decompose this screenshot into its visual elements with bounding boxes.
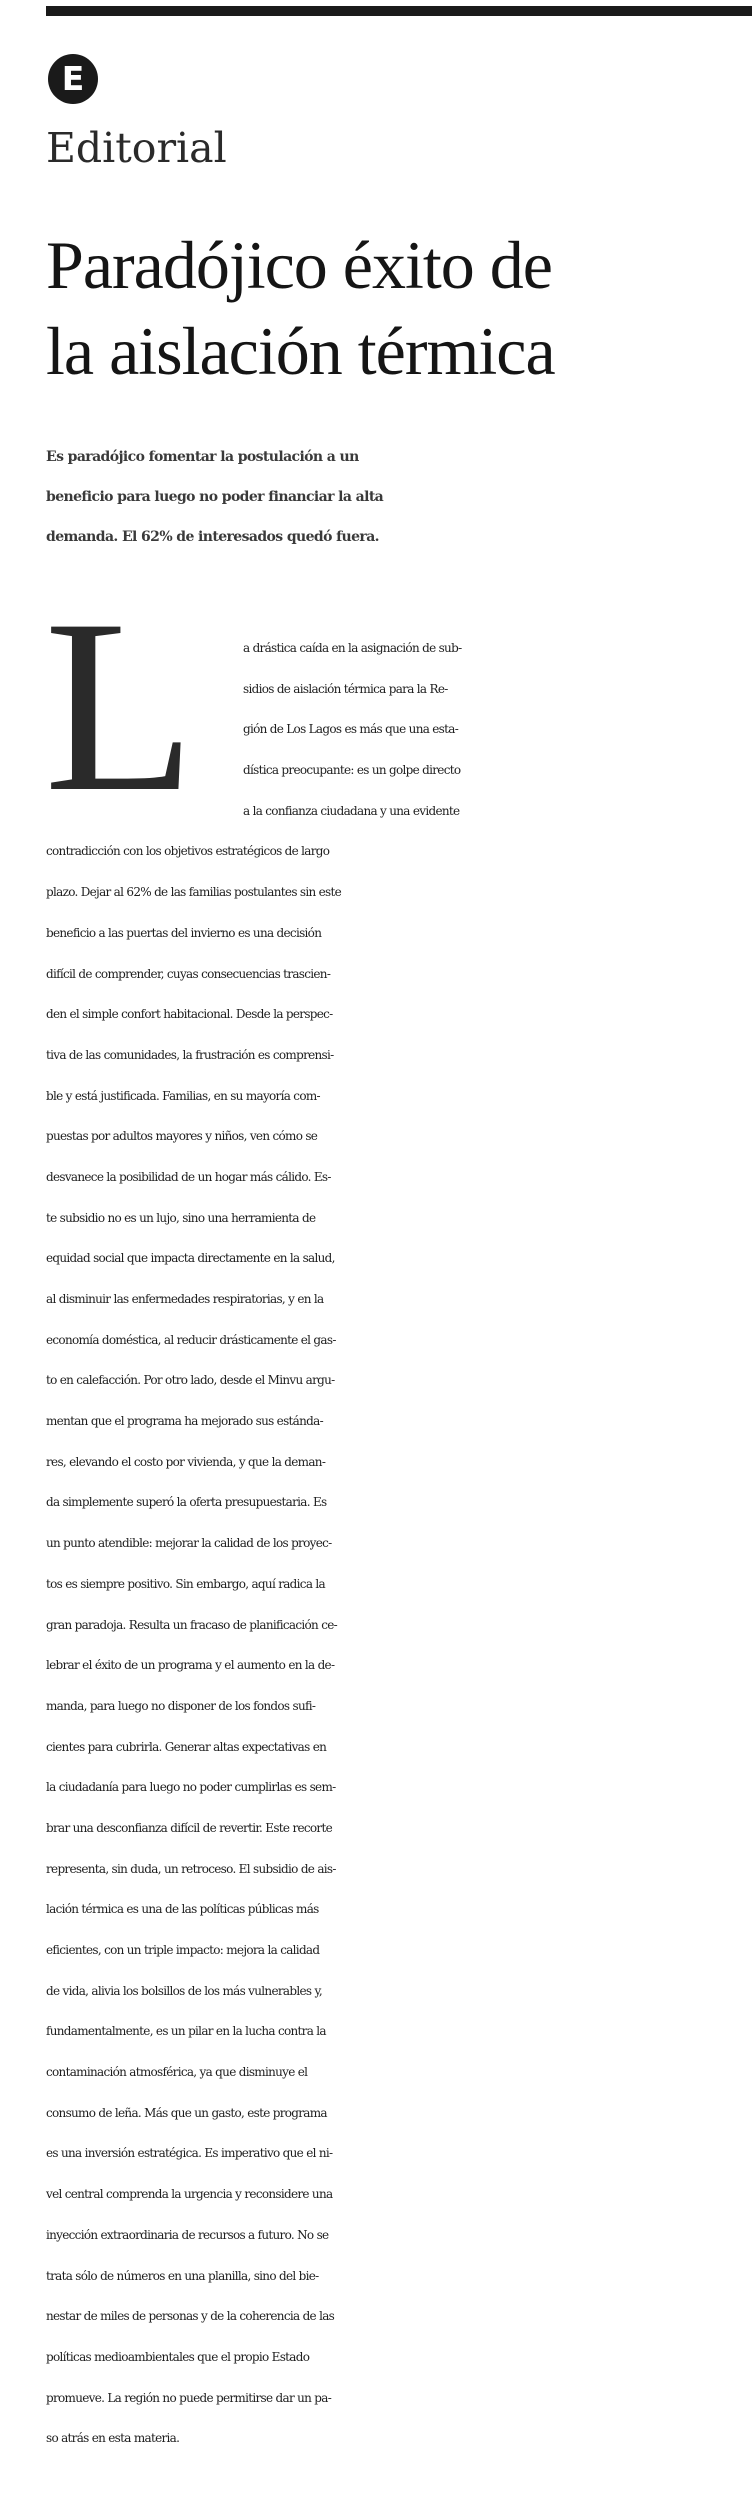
body-line: to en calefacción. Por otro lado, desde el Minvu argu- [46, 1373, 335, 1388]
body-line: difícil de comprender, cuyas consecuencias trascien- [46, 966, 331, 981]
body-line: den el simple confort habitacional. Desde la perspec- [46, 1007, 333, 1022]
lead-line: Es paradójico fomentar la postulación a un [46, 449, 359, 465]
body-line: brar una desconfianza difícil de revertir. Este recorte [46, 1820, 332, 1835]
body-line: la ciudadanía para luego no poder cumplirlas es sem- [46, 1780, 336, 1795]
body-line: a la confianza ciudadana y una evidente [243, 803, 460, 818]
body-line: beneficio a las puertas del invierno es una decisión [46, 925, 322, 940]
body-line: cientes para cubrirla. Generar altas expectativas en [46, 1739, 327, 1754]
article-body [46, 628, 752, 2459]
body-line: mentan que el programa ha mejorado sus estánda- [46, 1414, 323, 1429]
body-line: fundamentalmente, es un pilar en la lucha contra la [46, 2024, 326, 2039]
body-line: lación térmica es una de las políticas públicas más [46, 1902, 319, 1917]
body-line: trata sólo de números en una planilla, sino del bie- [46, 2268, 319, 2283]
body-line: representa, sin duda, un retroceso. El subsidio de ais- [46, 1861, 336, 1876]
top-rule [46, 6, 752, 16]
body-line: da simplemente superó la oferta presupuestaria. Es [46, 1495, 327, 1510]
body-line: dística preocupante: es un golpe directo [243, 763, 461, 778]
body-line: tiva de las comunidades, la frustración es comprensi- [46, 1047, 334, 1062]
body-line: ble y está justificada. Familias, en su mayoría com- [46, 1088, 320, 1103]
lead-line: beneficio para luego no poder financiar la alta [46, 489, 384, 505]
body-line: al disminuir las enfermedades respiratorias, y en la [46, 1292, 324, 1306]
body-line: promueve. La región no puede permitirse dar un pa- [46, 2390, 332, 2405]
body-line: un punto atendible: mejorar la calidad de los proyec- [46, 1536, 332, 1551]
body-line: contradicción con los objetivos estratégicos de largo [46, 844, 330, 859]
body-line: lebrar el éxito de un programa y el aumento en la de- [46, 1658, 335, 1673]
drop-cap: L [44, 568, 196, 843]
body-line: plazo. Dejar al 62% de las familias postulantes sin este [46, 885, 342, 900]
body-line: sidios de aislación térmica para la Re- [243, 681, 448, 696]
body-line: te subsidio no es un lujo, sino una herramienta de [46, 1210, 316, 1225]
section-badge: E [48, 54, 98, 104]
body-line: inyección extraordinaria de recursos a futuro. No se [46, 2227, 329, 2242]
body-line: vel central comprenda la urgencia y reconsidere una [46, 2187, 333, 2202]
body-line: consumo de leña. Más que un gasto, este programa [46, 2105, 327, 2120]
body-line: es una inversión estratégica. Es imperativo que el ni- [46, 2146, 333, 2161]
body-line: equidad social que impacta directamente en la salud, [46, 1251, 335, 1266]
body-line: a drástica caída en la asignación de sub- [243, 641, 462, 655]
headline-line: Paradójico éxito de [46, 227, 552, 303]
body-line: nestar de miles de personas y de la coherencia de las [46, 2309, 335, 2324]
body-line: gión de Los Lagos es más que una esta- [243, 722, 459, 737]
body-line: res, elevando el costo por vivienda, y que la deman- [46, 1454, 326, 1469]
body-line: de vida, alivia los bolsillos de los más vulnerables y, [46, 1983, 323, 1998]
lead-line: demanda. El 62% de interesados quedó fuera. [46, 529, 379, 545]
body-line: tos es siempre positivo. Sin embargo, aquí radica la [46, 1576, 325, 1591]
body-line: eficientes, con un triple impacto: mejora la calidad [46, 1943, 320, 1957]
body-line: políticas medioambientales que el propio Estado [46, 2349, 310, 2364]
body-line: economía doméstica, al reducir drásticamente el gas- [46, 1332, 336, 1347]
body-line: gran paradoja. Resulta un fracaso de planificación ce- [46, 1617, 337, 1632]
body-line: desvanece la posibilidad de un hogar más cálido. Es- [46, 1169, 331, 1184]
section-label: Editorial [46, 124, 227, 172]
headline-line: la aislación térmica [46, 313, 555, 389]
body-line: so atrás en esta materia. [46, 2431, 180, 2446]
body-line: puestas por adultos mayores y niños, ven cómo se [46, 1129, 318, 1144]
headline [46, 222, 752, 394]
body-line: contaminación atmosférica, ya que disminuye el [46, 2065, 308, 2080]
lead-paragraph [46, 437, 752, 557]
body-line: manda, para luego no disponer de los fondos sufi- [46, 1698, 316, 1713]
